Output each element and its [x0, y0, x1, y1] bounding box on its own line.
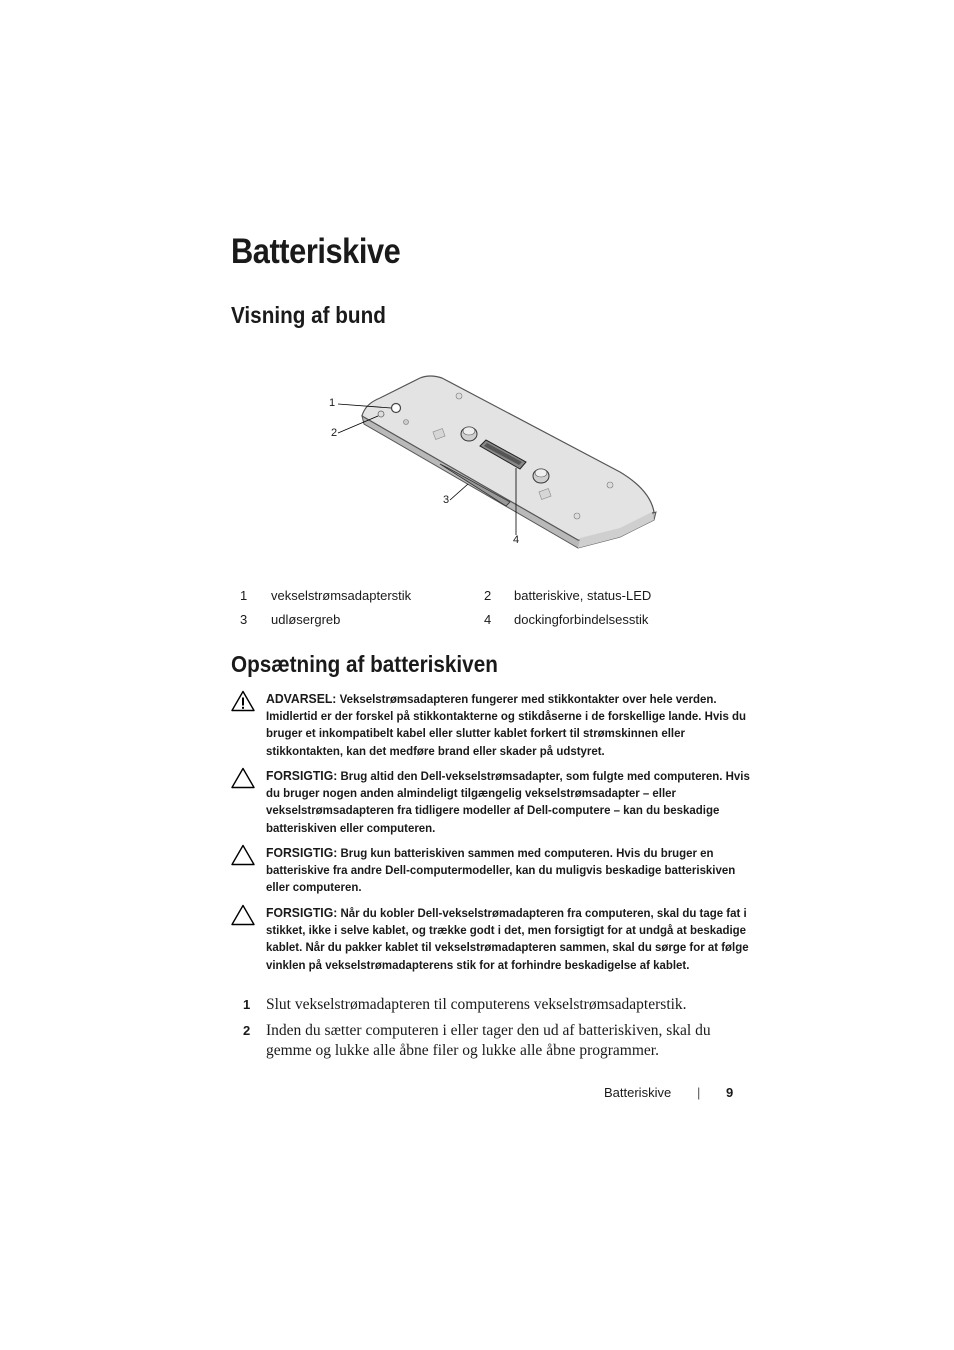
legend-label: batteriskive, status-LED: [514, 588, 652, 603]
step-item: [231, 1021, 751, 1060]
caution-lead: FORSIGTIG:: [266, 845, 338, 860]
caution-text: Brug kun batteriskiven sammen med computeren. Hvis du bruger en batteriskive fra andre Dell-computermodeller, kan du muligvis beskadige batteriskiven eller computeren.: [266, 846, 736, 895]
battery-slice-illustration: [320, 372, 665, 552]
step-number: 1: [243, 997, 251, 1012]
section-heading-bottom-view: Visning af bund: [231, 302, 386, 328]
callout-1: 1: [329, 397, 336, 409]
caution-note: [231, 904, 751, 974]
warning-note: [231, 690, 751, 760]
callout-2: 2: [331, 427, 338, 439]
caution-text: Når du kobler Dell-vekselstrømadapteren fra computeren, skal du tage fat i stikket, ikke i selve kablet, og trække godt i det, men forsigtigt for at undgå at beskadige kablet. Når du pakker kablet til vekselstrømadapteren sammen, skal du sørge for at følge vinklen på vekselstrømadapterens stik for at forhindre beskadigelse af kablet.: [266, 906, 749, 972]
figure-legend: [231, 588, 751, 636]
callout-4: 4: [513, 534, 520, 546]
legend-label: dockingforbindelsesstik: [514, 612, 649, 627]
legend-row: [231, 612, 751, 636]
warning-text: Vekselstrømsadapteren fungerer med stikkontakter over hele verden. Imidlertid er der forskel på stikkontakterne og stikdåserne i de forskellige lande. Hvis du bruger et inkompatibelt kabel eller slutter kablet forkert til strømskinnen eller stikkontakten, kan det medføre brand eller skader på udstyret.: [266, 692, 747, 758]
page-title: Batteriskive: [231, 232, 401, 271]
caution-icon: [231, 844, 255, 866]
legend-row: [231, 588, 751, 612]
warning-icon: [231, 690, 255, 712]
warning-lead: ADVARSEL:: [266, 691, 337, 706]
legend-label: udløsergreb: [271, 612, 341, 627]
legend-label: vekselstrømsadapterstik: [271, 588, 412, 603]
caution-lead: FORSIGTIG:: [266, 768, 338, 783]
caution-text: Brug altid den Dell-vekselstrømsadapter, som fulgte med computeren. Hvis du bruger nogen anden almindeligt tilgængelig vekselstrømsadapter – eller vekselstrømsadapteren fra tidligere modeller af Dell-computere – kan du beskadige batteriskiven eller computeren.: [266, 769, 750, 835]
step-text: Inden du sætter computeren i eller tager den ud af batteriskiven, skal du gemme og lukke alle åbne filer og lukke alle åbne programmer.: [266, 1022, 711, 1059]
footer-separator: |: [697, 1085, 701, 1100]
section-heading-setup: Opsætning af batteriskiven: [231, 651, 498, 677]
footer-section: Batteriskive: [604, 1085, 672, 1100]
caution-lead: FORSIGTIG:: [266, 905, 338, 920]
caution-icon: [231, 904, 255, 926]
step-text: Slut vekselstrømadapteren til computerens vekselstrømsadapterstik.: [266, 996, 687, 1013]
legend-num: 3: [240, 612, 248, 627]
legend-num: 2: [484, 588, 492, 603]
caution-note: [231, 767, 751, 837]
legend-num: 1: [240, 588, 248, 603]
step-item: [231, 995, 751, 1015]
legend-num: 4: [484, 612, 492, 627]
step-number: 2: [243, 1023, 251, 1038]
callout-3: 3: [443, 494, 450, 506]
caution-icon: [231, 767, 255, 789]
caution-note: [231, 844, 751, 897]
page-number: 9: [726, 1085, 734, 1100]
battery-slice-figure: [320, 372, 665, 552]
